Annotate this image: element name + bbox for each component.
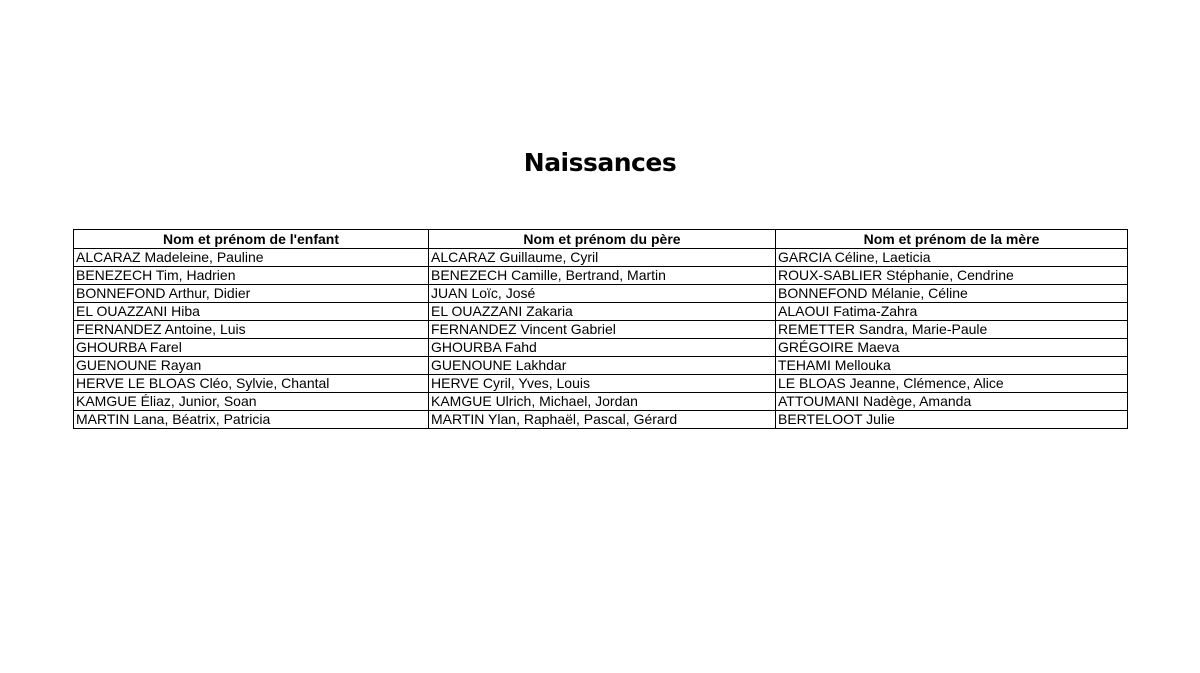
mother-name-cell: REMETTER Sandra, Marie-Paule xyxy=(776,321,1128,339)
father-name-cell: HERVE Cyril, Yves, Louis xyxy=(429,375,776,393)
child-name-cell: MARTIN Lana, Béatrix, Patricia xyxy=(74,411,429,429)
child-name-cell: BENEZECH Tim, Hadrien xyxy=(74,267,429,285)
mother-name-cell: GRÉGOIRE Maeva xyxy=(776,339,1128,357)
father-name-cell: BENEZECH Camille, Bertrand, Martin xyxy=(429,267,776,285)
table-row xyxy=(74,249,1128,267)
table-row xyxy=(74,393,1128,411)
mother-name-cell: BERTELOOT Julie xyxy=(776,411,1128,429)
table-row xyxy=(74,321,1128,339)
mother-name-cell: ATTOUMANI Nadège, Amanda xyxy=(776,393,1128,411)
father-name-cell: MARTIN Ylan, Raphaël, Pascal, Gérard xyxy=(429,411,776,429)
mother-name-cell: GARCIA Céline, Laeticia xyxy=(776,249,1128,267)
father-name-cell: KAMGUE Ulrich, Michael, Jordan xyxy=(429,393,776,411)
child-name-cell: EL OUAZZANI Hiba xyxy=(74,303,429,321)
column-header-father: Nom et prénom du père xyxy=(429,230,776,249)
mother-name-cell: ALAOUI Fatima-Zahra xyxy=(776,303,1128,321)
child-name-cell: FERNANDEZ Antoine, Luis xyxy=(74,321,429,339)
father-name-cell: FERNANDEZ Vincent Gabriel xyxy=(429,321,776,339)
table-row xyxy=(74,267,1128,285)
child-name-cell: GUENOUNE Rayan xyxy=(74,357,429,375)
births-table xyxy=(73,229,1128,429)
mother-name-cell: TEHAMI Mellouka xyxy=(776,357,1128,375)
column-header-mother: Nom et prénom de la mère xyxy=(776,230,1128,249)
page-title: Naissances xyxy=(523,148,677,177)
table-row xyxy=(74,303,1128,321)
child-name-cell: GHOURBA Farel xyxy=(74,339,429,357)
father-name-cell: GHOURBA Fahd xyxy=(429,339,776,357)
child-name-cell: HERVE LE BLOAS Cléo, Sylvie, Chantal xyxy=(74,375,429,393)
column-header-child: Nom et prénom de l'enfant xyxy=(74,230,429,249)
table-row xyxy=(74,339,1128,357)
father-name-cell: GUENOUNE Lakhdar xyxy=(429,357,776,375)
mother-name-cell: BONNEFOND Mélanie, Céline xyxy=(776,285,1128,303)
table-row xyxy=(74,285,1128,303)
table-row xyxy=(74,357,1128,375)
child-name-cell: BONNEFOND Arthur, Didier xyxy=(74,285,429,303)
father-name-cell: JUAN Loïc, José xyxy=(429,285,776,303)
father-name-cell: EL OUAZZANI Zakaria xyxy=(429,303,776,321)
father-name-cell: ALCARAZ Guillaume, Cyril xyxy=(429,249,776,267)
table-row xyxy=(74,411,1128,429)
mother-name-cell: LE BLOAS Jeanne, Clémence, Alice xyxy=(776,375,1128,393)
child-name-cell: KAMGUE Éliaz, Junior, Soan xyxy=(74,393,429,411)
table-header-row xyxy=(74,230,1128,249)
child-name-cell: ALCARAZ Madeleine, Pauline xyxy=(74,249,429,267)
mother-name-cell: ROUX-SABLIER Stéphanie, Cendrine xyxy=(776,267,1128,285)
table-row xyxy=(74,375,1128,393)
